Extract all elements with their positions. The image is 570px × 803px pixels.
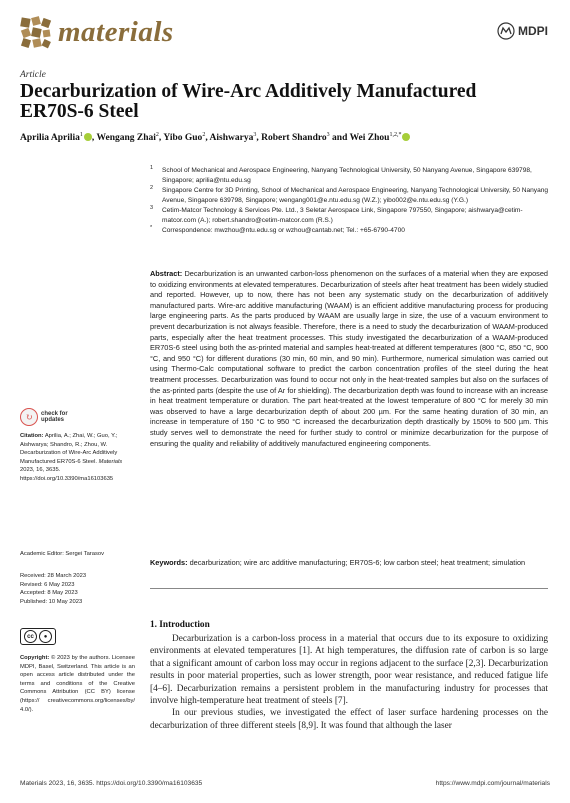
abstract-label: Abstract: (150, 269, 183, 278)
author-separator: , (158, 133, 164, 144)
affiliation-list (150, 166, 550, 237)
refresh-icon: ↻ (20, 408, 38, 426)
affiliation (150, 166, 550, 185)
article-title: Decarburization of Wire-Arc Additively Manufactured ER70S-6 Steel (20, 81, 477, 122)
published-date: Published: 10 May 2023 (20, 598, 83, 605)
author-affiliation-mark: 1 (79, 132, 83, 138)
journal-logo (19, 14, 174, 50)
abstract (150, 269, 548, 449)
footer-citation[interactable]: Materials 2023, 16, 3635. https://doi.org/10.3390/ma16103635 (20, 780, 203, 787)
abstract-text: Decarburization is an unwanted carbon-loss phenomenon on the surfaces of a material when they are exposed to oxidizing environments at elevated temperatures. Decarburization of steels after heat treatment has been widely studied and reported. However, up to now, there has not been any systematic study on the decarburization of additively manufactured parts. Wire-arc additive manufacturing (WAAM) is an efficient additive manufacturing process for producing large engineering parts. As the parts produced by WAAM are usually large in size, the use of a vacuum environment to prevent decarburization is not always feasible. Therefore, there is a need to study the decarburization of WAAM-produced parts, especially after the heat treatment processes. This study investigated the decarburization of a WAAM-produced ER70S-6 steel using both the as-printed material and samples heat-treated at different temperatures (800 °C, 850 °C, 900 °C, and 950 °C) for different durations (30 min, 60 min, and 90 min). Furthermore, numerical simulation was carried out using Thermo-Calc computational software to predict the carbon concentration profiles of the steel during the heat treatment processes. Decarburization was found to occur not only in the heat-treated samples but also on the surfaces of the as-printed parts (despite the use of Ar for shielding). The decarburization depth was found to increase with an increase in heat treatment temperature or duration. The part heat-treated at the lowest temperature of 800 °C for merely 30 min was observed to have a large decarburization depth of about 200 µm. For the same heating duration of 30 min, an increase in temperature of 150 °C to 950 °C increased the decarburization depth drastically by 150% to 500 µm. This study serves well to demonstrate the need for further study to control or minimize decarburization for the purpose of ensuring the quality and reliability of additively manufactured engineering components. (150, 269, 548, 448)
affiliation-number: 1 (150, 165, 154, 171)
author-affiliation-mark: 2 (202, 132, 206, 138)
author-name: Aishwarya (209, 133, 254, 144)
copyright-block (20, 654, 135, 714)
author-name: Wengang Zhai (96, 133, 156, 144)
citation-block (20, 432, 135, 484)
cc-icon: cc (24, 630, 37, 643)
author-affiliation-mark: 3 (253, 132, 257, 138)
citation-label: Citation: (20, 433, 44, 439)
author-separator: , (256, 133, 262, 144)
copyright-text: © 2023 by the authors. Licensee MDPI, Basel, Switzerland. This article is an open access article distributed under the terms and conditions of the Creative Commons Attribution (CC BY) license (https:// creativecommons.org/licenses/by/ 4.0/). (20, 655, 135, 713)
publisher-name: MDPI (518, 24, 548, 38)
author-name: Robert Shandro (261, 133, 327, 144)
author-name: Wei Zhou (349, 133, 390, 144)
article-type: Article (20, 70, 46, 80)
revised-date: Revised: 6 May 2023 (20, 581, 75, 588)
academic-editor: Academic Editor: Sergei Tarasov (20, 551, 104, 557)
keywords-label: Keywords: (150, 558, 188, 567)
citation-doi[interactable]: 2023, 16, 3635. https://doi.org/10.3390/ma16103635 (20, 467, 114, 482)
citation-text: Aprilia, A.; Zhai, W.; Guo, Y.; Aishwarya; Shandro, R.; Zhou, W. Decarburization of Wire-Arc Additively Manufactured ER70S-6 Steel. (20, 433, 118, 465)
section-heading: 1. Introduction (150, 620, 210, 630)
author-affiliation-mark: 2 (155, 132, 159, 138)
page-footer (20, 780, 550, 787)
check-updates-line2: updates (41, 417, 65, 423)
affiliation-text: Singapore Centre for 3D Printing, School of Mechanical and Aerospace Engineering, Nanyang Technological University, 50 Nanyang Avenue, Singapore 639798, Singapore; wengang001@e.ntu.edu.sg (W.Z.); yibo002@e.ntu.edu.sg (Y.G.) (162, 187, 549, 204)
affiliation-number: 3 (150, 205, 154, 211)
affiliation-text: School of Mechanical and Aerospace Engineering, Nanyang Technological University, 50 Nanyang Avenue, Singapore 639798, Singapore; aprilia@ntu.edu.sg (162, 167, 532, 184)
copyright-label: Copyright: (20, 655, 50, 661)
affiliation-number: * (150, 225, 153, 231)
received-date: Received: 28 March 2023 (20, 573, 87, 579)
orcid-icon[interactable] (402, 133, 410, 141)
materials-logo-icon (19, 15, 53, 49)
author-list (20, 132, 550, 143)
author-separator: and (329, 133, 350, 144)
accepted-date: Accepted: 8 May 2023 (20, 590, 78, 597)
publisher-logo (497, 22, 548, 40)
check-updates-line1: check for (41, 410, 68, 417)
author-affiliation-mark: 1,2,* (389, 132, 402, 138)
affiliation-number: 2 (150, 185, 154, 191)
keywords (150, 558, 548, 569)
author-name: Aprilia Aprilia (20, 133, 80, 144)
section-divider (150, 588, 548, 589)
mdpi-logo-icon (497, 22, 515, 40)
orcid-icon[interactable] (84, 133, 92, 141)
affiliation (150, 206, 550, 225)
attribution-icon: ● (39, 630, 52, 643)
intro-paragraph-2: In our previous studies, we investigated the effect of laser surface hardening processes on the decarburization of three different steels [8,9]. It was found that although the laser (150, 708, 548, 731)
affiliation-text: Cetim-Matcor Technology & Services Pte. Ltd., 3 Seletar Aerospace Link, Singapore 797550, Singapore; aishwarya@cetim-matcor.com (A.); robert.shandro@cetim-matcor.com (R.S.) (162, 207, 523, 224)
footer-journal-url[interactable]: https://www.mdpi.com/journal/materials (435, 780, 550, 787)
keywords-text: decarburization; wire arc additive manufacturing; ER70S-6; low carbon steel; heat treatment; simulation (189, 558, 526, 567)
author-separator: , (205, 133, 210, 144)
citation-journal: Materials (98, 458, 123, 465)
intro-paragraph-1: Decarburization is a carbon-loss process in a material that occurs due to its exposure to oxidizing environments at elevated temperatures [1]. At high temperatures, the diffusion rate of carbon is so large that a significant amount of carbon loss may occur in regions adjacent to the surface [2,3]. Decarburization results in poor material properties, such as lower strength, poor wear resistance, and reduced fatigue life [4–6]. Decarburization remains a persistent problem in the manufacturing industry for processes that involve high-temperature heat treatment of steels [7]. (150, 634, 548, 707)
cc-license-badge[interactable] (20, 628, 56, 645)
journal-name: materials (58, 15, 174, 48)
author-affiliation-mark: 3 (326, 132, 330, 138)
affiliation (150, 186, 550, 205)
author-name: Yibo Guo (163, 133, 203, 144)
affiliation (150, 226, 550, 236)
affiliation-text: Correspondence: mwzhou@ntu.edu.sg or wzhou@cantab.net; Tel.: +65-6790-4700 (162, 227, 405, 234)
author-separator: , (91, 133, 97, 144)
check-for-updates-badge[interactable] (20, 408, 68, 426)
publication-dates (20, 572, 135, 606)
intro-body (150, 633, 548, 732)
